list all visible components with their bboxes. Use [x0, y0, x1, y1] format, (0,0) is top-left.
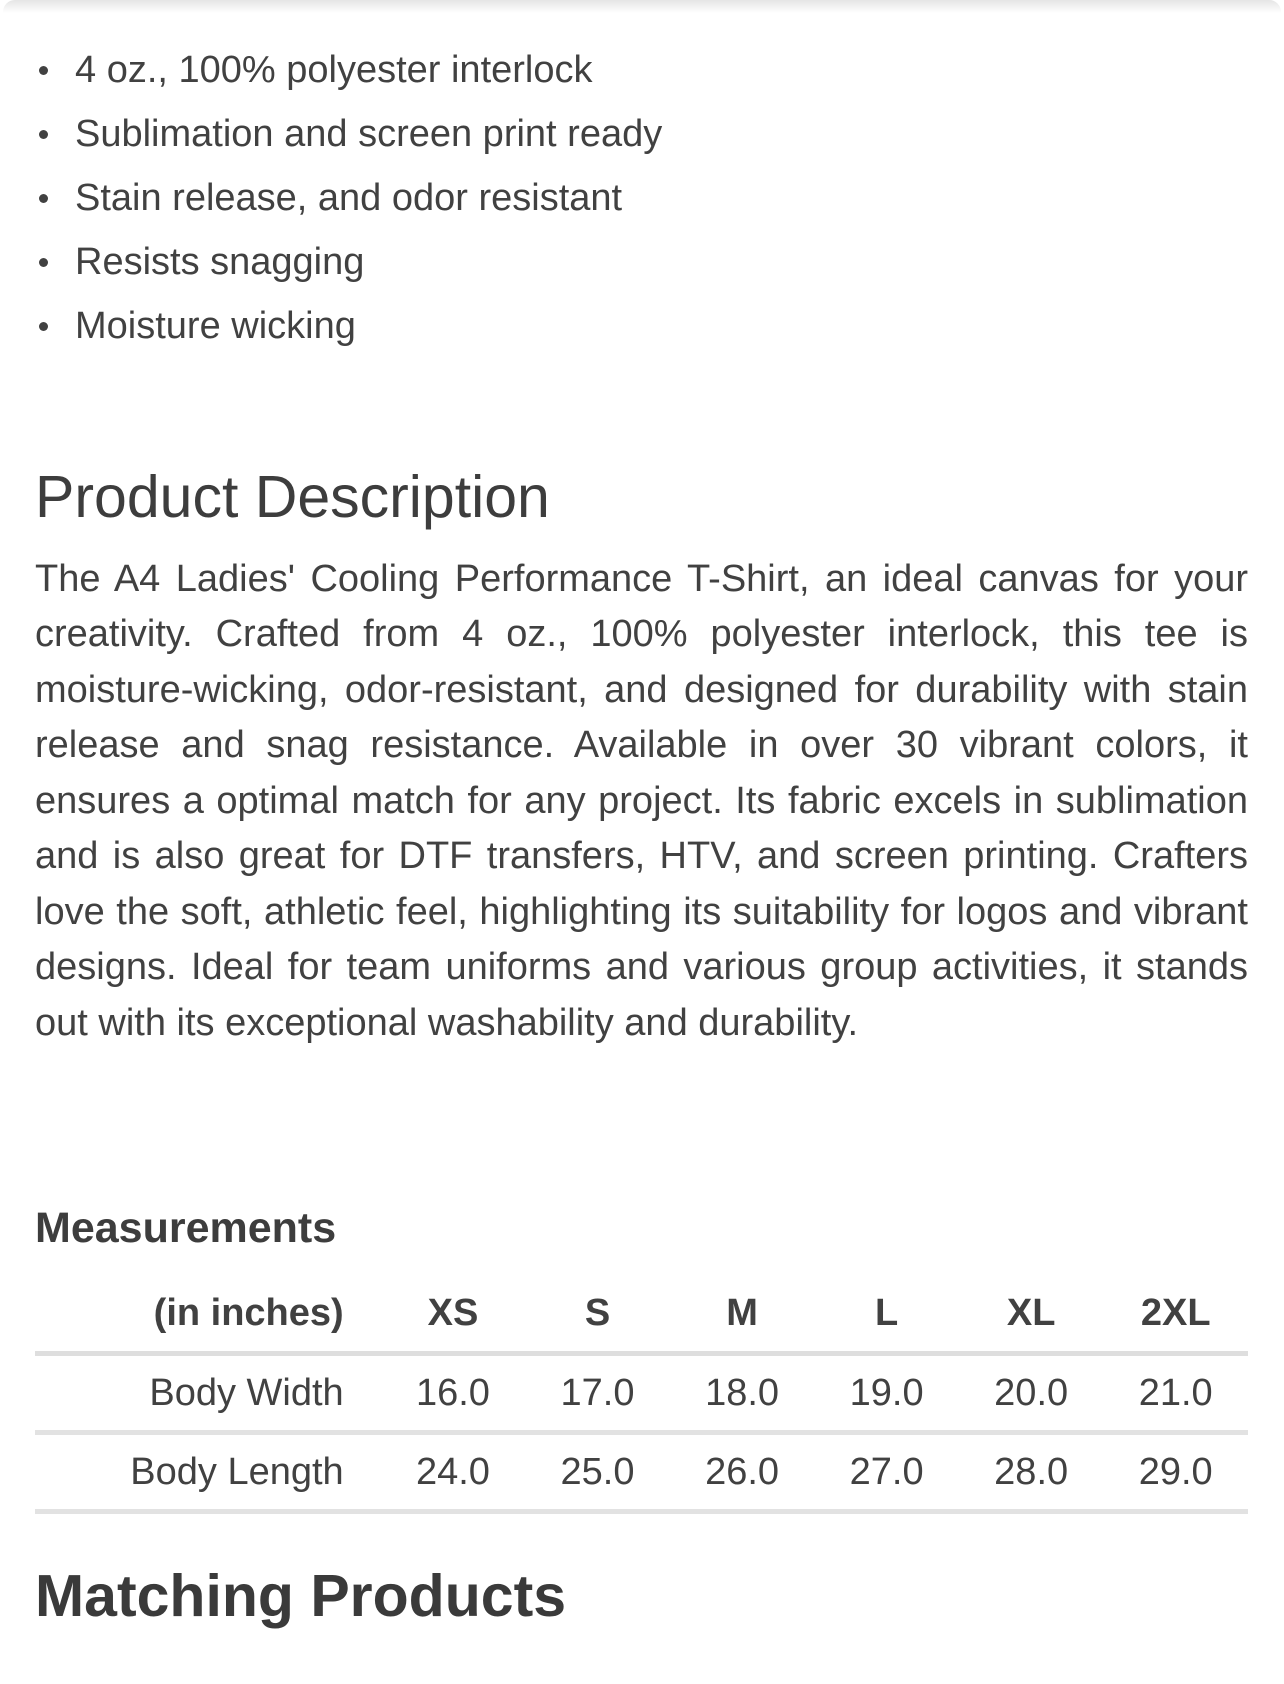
size-column-header: M — [670, 1275, 815, 1354]
feature-text: Moisture wicking — [75, 305, 356, 347]
measurements-table — [35, 1275, 1248, 1515]
size-column-header: XS — [381, 1275, 526, 1354]
size-column-header: L — [814, 1275, 959, 1354]
measurement-value: 21.0 — [1103, 1354, 1248, 1433]
row-label: Body Width — [35, 1354, 381, 1433]
product-description-heading: Product Description — [35, 464, 550, 530]
measurement-value: 25.0 — [525, 1433, 670, 1512]
feature-item — [35, 166, 1248, 230]
feature-text: 4 oz., 100% polyester interlock — [75, 49, 593, 91]
feature-item — [35, 230, 1248, 294]
bullet-icon — [39, 130, 48, 139]
unit-label: (in inches) — [35, 1275, 381, 1354]
measurement-value: 24.0 — [381, 1433, 526, 1512]
bullet-icon — [39, 322, 48, 331]
product-details-section — [0, 38, 1284, 1632]
bullet-icon — [39, 258, 48, 267]
feature-item — [35, 294, 1248, 358]
size-column-header: 2XL — [1103, 1275, 1248, 1354]
bullet-icon — [39, 66, 48, 75]
matching-products-heading: Matching Products — [35, 1563, 567, 1630]
measurements-header-row — [35, 1275, 1248, 1354]
feature-text: Sublimation and screen print ready — [75, 113, 663, 155]
measurement-value: 17.0 — [525, 1354, 670, 1433]
product-description-text: The A4 Ladies' Cooling Performance T-Shirt, an ideal canvas for your creativity. Crafted from 4 oz., 100% polyester interlock, this tee is moisture-wicking, odor-resistant, and designed for durability with stain release and snag resistance. Available in over 30 vibrant colors, it ensures a optimal match for any project. Its fabric excels in sublimation and is also great for DTF transfers, HTV, and screen printing. Crafters love the soft, athletic feel, highlighting its suitability for logos and vibrant designs. Ideal for team uniforms and various group activities, it stands out with its exceptional washability and durability. — [35, 557, 1248, 1044]
feature-text: Stain release, and odor resistant — [75, 177, 623, 219]
row-label: Body Length — [35, 1433, 381, 1512]
table-row — [35, 1433, 1248, 1512]
feature-text: Resists snagging — [75, 241, 365, 283]
measurement-value: 16.0 — [381, 1354, 526, 1433]
measurement-value: 19.0 — [814, 1354, 959, 1433]
measurement-value: 18.0 — [670, 1354, 815, 1433]
size-column-header: XL — [959, 1275, 1104, 1354]
measurement-value: 26.0 — [670, 1433, 815, 1512]
measurement-value: 27.0 — [814, 1433, 959, 1512]
measurements-heading: Measurements — [35, 1204, 337, 1253]
bullet-icon — [39, 194, 48, 203]
feature-item — [35, 38, 1248, 102]
feature-list — [35, 38, 1248, 358]
table-row — [35, 1354, 1248, 1433]
measurement-value: 20.0 — [959, 1354, 1104, 1433]
top-card-shadow — [3, 0, 1281, 13]
feature-item — [35, 102, 1248, 166]
measurement-value: 28.0 — [959, 1433, 1104, 1512]
measurement-value: 29.0 — [1103, 1433, 1248, 1512]
size-column-header: S — [525, 1275, 670, 1354]
